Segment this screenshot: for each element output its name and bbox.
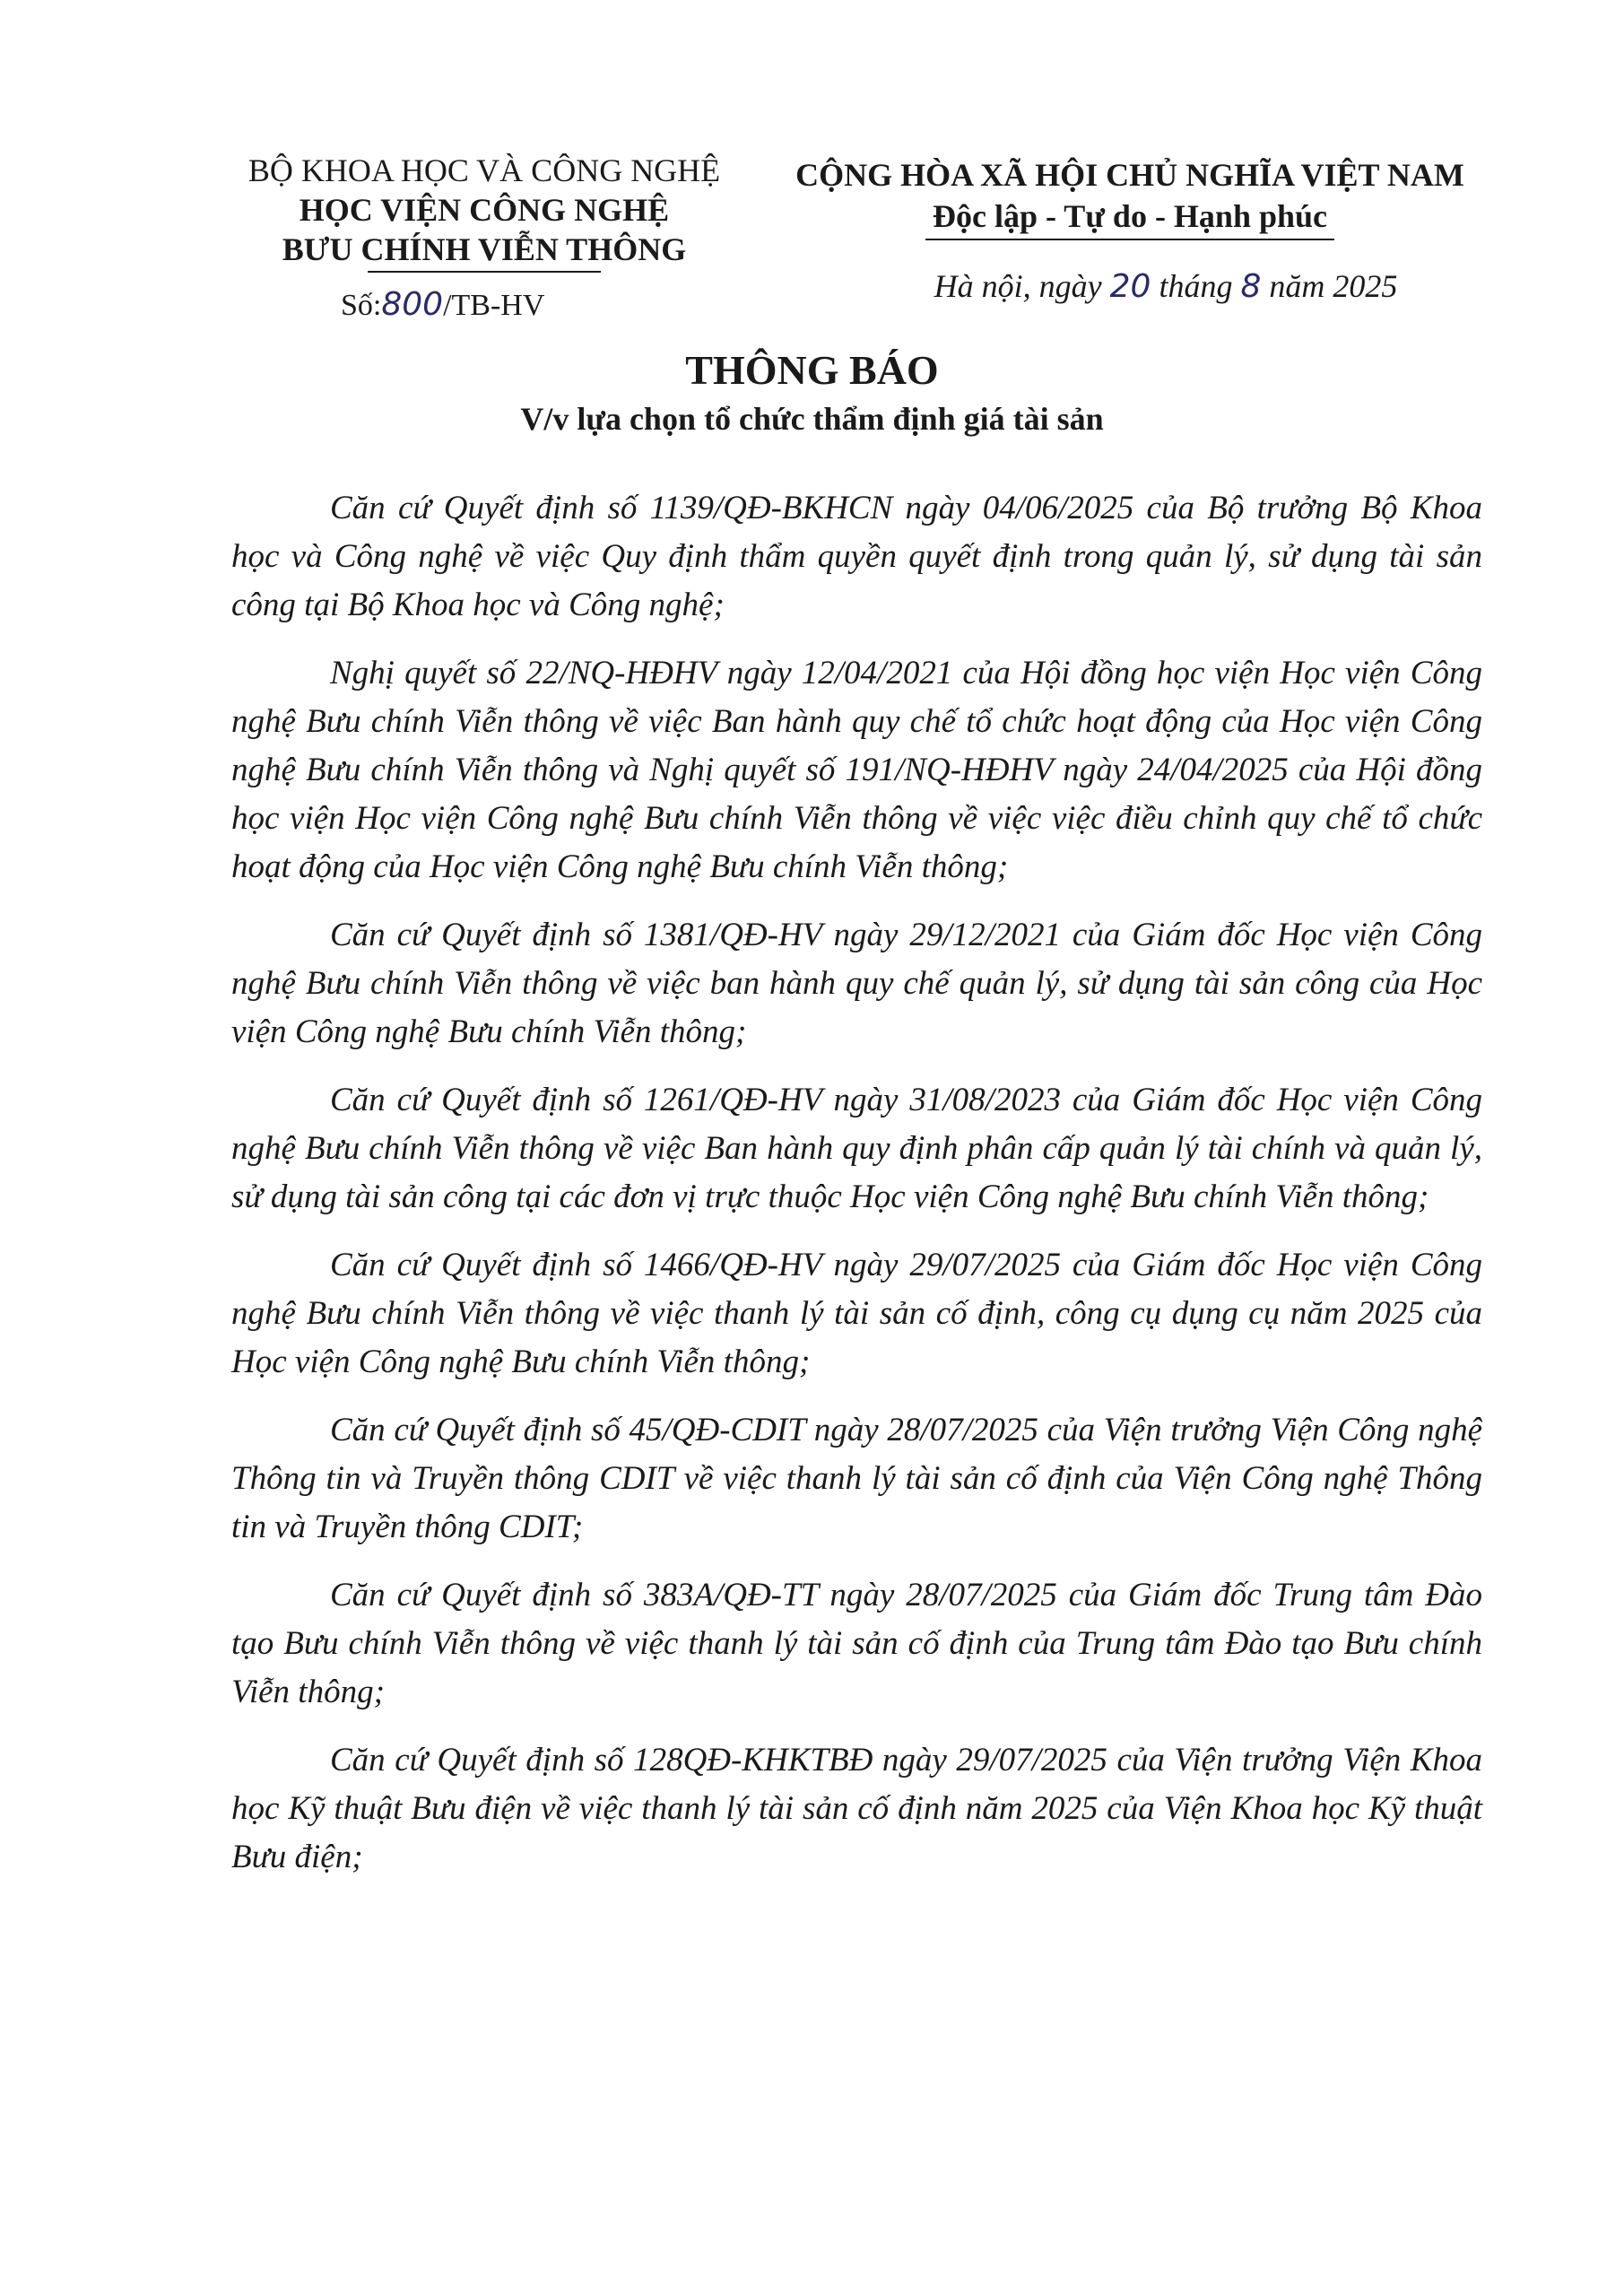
body-paragraph: Căn cứ Quyết định số 128QĐ-KHKTBĐ ngày 29/07/2025 của Viện trưởng Viện Khoa học Kỹ thuật Bưu điện về việc thanh lý tài sản cố định năm 2025 của Viện Khoa học Kỹ thuật Bưu điện; xyxy=(231,1742,1482,1875)
national-motto: Độc lập - Tự do - Hạnh phúc xyxy=(925,196,1334,240)
body-paragraph: Căn cứ Quyết định số 383A/QĐ-TT ngày 28/07/2025 của Giám đốc Trung tâm Đào tạo Bưu chính Viễn thông về việc thanh lý tài sản cố định của Trung tâm Đào tạo Bưu chính Viễn thông; xyxy=(231,1577,1482,1710)
body-paragraph: Căn cứ Quyết định số 1261/QĐ-HV ngày 31/08/2023 của Giám đốc Học viện Công nghệ Bưu chính Viễn thông về việc Ban hành quy định phân cấp quản lý tài chính và quản lý, sử dụng tài sản công tại các đơn vị trực thuộc Học viện Công nghệ Bưu chính Viễn thông; xyxy=(231,1082,1482,1215)
doc-no-suffix: /TB-HV xyxy=(443,289,545,322)
doc-no-handwritten: 800 xyxy=(381,286,444,323)
header-divider xyxy=(368,271,601,273)
body-paragraph: Căn cứ Quyết định số 1381/QĐ-HV ngày 29/12/2021 của Giám đốc Học viện Công nghệ Bưu chính Viễn thông về việc ban hành quy chế quản lý, sử dụng tài sản công của Học viện Công nghệ Bưu chính Viễn thông; xyxy=(231,917,1482,1050)
date-prefix: Hà nội, ngày xyxy=(934,268,1110,304)
ministry-name: BỘ KHOA HỌC VÀ CÔNG NGHỆ xyxy=(248,152,721,188)
nation-name: CỘNG HÒA XÃ HỘI CHỦ NGHĨA VIỆT NAM xyxy=(795,157,1464,193)
body-paragraph: Căn cứ Quyết định số 1466/QĐ-HV ngày 29/07/2025 của Giám đốc Học viện Công nghệ Bưu chính Viễn thông về việc thanh lý tài sản cố định, công cụ dụng cụ năm 2025 của Học viện Công nghệ Bưu chính Viễn thông; xyxy=(231,1247,1482,1380)
date-year: năm 2025 xyxy=(1261,268,1398,304)
body-paragraph: Căn cứ Quyết định số 1139/QĐ-BKHCN ngày 04/06/2025 của Bộ trưởng Bộ Khoa học và Công nghệ về việc Quy định thẩm quyền quyết định trong quản lý, sử dụng tài sản công tại Bộ Khoa học và Công nghệ; xyxy=(231,490,1482,623)
document-subtitle: V/v lựa chọn tổ chức thẩm định giá tài sản xyxy=(520,401,1104,437)
institute-name-line1: HỌC VIỆN CÔNG NGHỆ xyxy=(299,192,670,228)
institute-name-line2: BƯU CHÍNH VIỄN THÔNG xyxy=(282,231,687,267)
issuer-header xyxy=(206,151,762,326)
date-day-handwritten: 20 xyxy=(1109,268,1151,305)
national-header xyxy=(771,154,1489,308)
document-title: THÔNG BÁO xyxy=(685,347,939,393)
issue-date xyxy=(771,265,1489,308)
doc-no-prefix: Số: xyxy=(341,289,382,322)
body-paragraph: Nghị quyết số 22/NQ-HĐHV ngày 12/04/2021 của Hội đồng học viện Học viện Công nghệ Bưu chính Viễn thông về việc Ban hành quy chế tổ chức hoạt động của Học viện Công nghệ Bưu chính Viễn thông và Nghị quyết số 191/NQ-HĐHV ngày 24/04/2025 của Hội đồng học viện Học viện Công nghệ Bưu chính Viễn thông về việc việc điều chỉnh quy chế tổ chức hoạt động của Học viện Công nghệ Bưu chính Viễn thông; xyxy=(231,655,1482,885)
date-month-handwritten: 8 xyxy=(1240,268,1262,305)
document-body xyxy=(231,484,1482,1901)
date-month-word: tháng xyxy=(1151,268,1241,304)
body-paragraph: Căn cứ Quyết định số 45/QĐ-CDIT ngày 28/07/2025 của Viện trưởng Viện Công nghệ Thông tin và Truyền thông CDIT về việc thanh lý tài sản cố định của Viện Công nghệ Thông tin và Truyền thông CDIT; xyxy=(231,1412,1482,1545)
document-number xyxy=(206,285,762,326)
